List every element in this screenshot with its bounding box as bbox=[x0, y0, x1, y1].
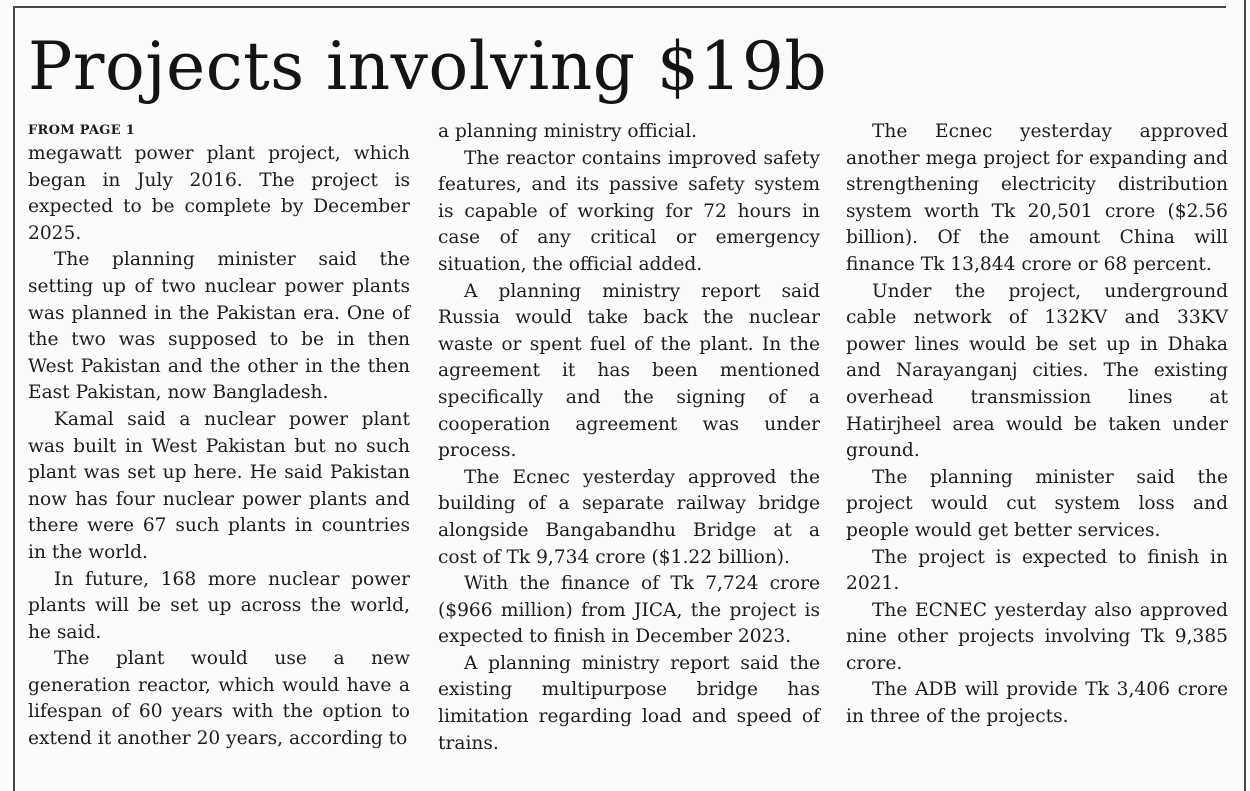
paragraph: a planning ministry official. bbox=[438, 121, 698, 142]
paragraph: Kamal said a nuclear power plant was built in West Pakistan but no such plant was set up here. He said Pakistan now has four nuclear power plants and there were 67 such plants in countries in the world. bbox=[28, 408, 410, 563]
left-rule bbox=[13, 6, 15, 791]
paragraph: megawatt power plant project, which began in July 2016. The project is expected to be complete by December 2025. bbox=[28, 143, 410, 244]
paragraph: Under the project, underground cable network of 132KV and 33KV power lines would be set up in Dhaka and Narayanganj cities. The existing overhead transmission lines at Hatirjheel area would be taken under ground. bbox=[846, 280, 1228, 462]
paragraph: A planning ministry report said the existing multipurpose bridge has limitation regarding load and speed of trains. bbox=[438, 652, 820, 754]
article-column-1 bbox=[28, 119, 410, 753]
paragraph: The Ecnec yesterday approved another mega project for expanding and strengthening electricity distribution system worth Tk 20,501 crore ($2.56 billion). Of the amount China will finance Tk 13,844 crore or 68 percent. bbox=[846, 121, 1228, 275]
paragraph: The plant would use a new generation reactor, which would have a lifespan of 60 years with the option to extend it another 20 years, according to bbox=[28, 648, 410, 750]
paragraph: A planning ministry report said Russia would take back the nuclear waste or spent fuel of the plant. In the agreement it has been mentioned specifically and the signing of a cooperation agreement was under process. bbox=[438, 280, 820, 462]
article-column-3 bbox=[846, 119, 1228, 731]
paragraph: The planning minister said the setting up of two nuclear power plants was planned in the Pakistan era. One of the two was supposed to be in then West Pakistan and the other in the then East Pakistan, now Bangladesh. bbox=[28, 249, 410, 404]
paragraph: With the finance of Tk 7,724 crore ($966 million) from JICA, the project is expected to finish in December 2023. bbox=[438, 573, 820, 648]
right-rule bbox=[1244, 0, 1246, 791]
paragraph: The Ecnec yesterday approved the building of a separate railway bridge alongside Bangabandhu Bridge at a cost of Tk 9,734 crore ($1.22 billion). bbox=[438, 466, 820, 568]
paragraph: The reactor contains improved safety features, and its passive safety system is capable of working for 72 hours in case of any critical or emergency situation, the official added. bbox=[438, 147, 820, 275]
headline: Projects involving $19b bbox=[28, 28, 828, 105]
paragraph: The ECNEC yesterday also approved nine other projects involving Tk 9,385 crore. bbox=[846, 599, 1228, 674]
article-column-2 bbox=[438, 119, 820, 757]
paragraph: The project is expected to finish in 2021. bbox=[846, 546, 1228, 595]
top-rule bbox=[14, 6, 1226, 8]
paragraph: In future, 168 more nuclear power plants will be set up across the world, he said. bbox=[28, 568, 410, 643]
jump-label: FROM PAGE 1 bbox=[28, 123, 136, 138]
paragraph: The ADB will provide Tk 3,406 crore in three of the projects. bbox=[846, 679, 1228, 728]
paragraph: The planning minister said the project would cut system loss and people would get better services. bbox=[846, 466, 1228, 541]
